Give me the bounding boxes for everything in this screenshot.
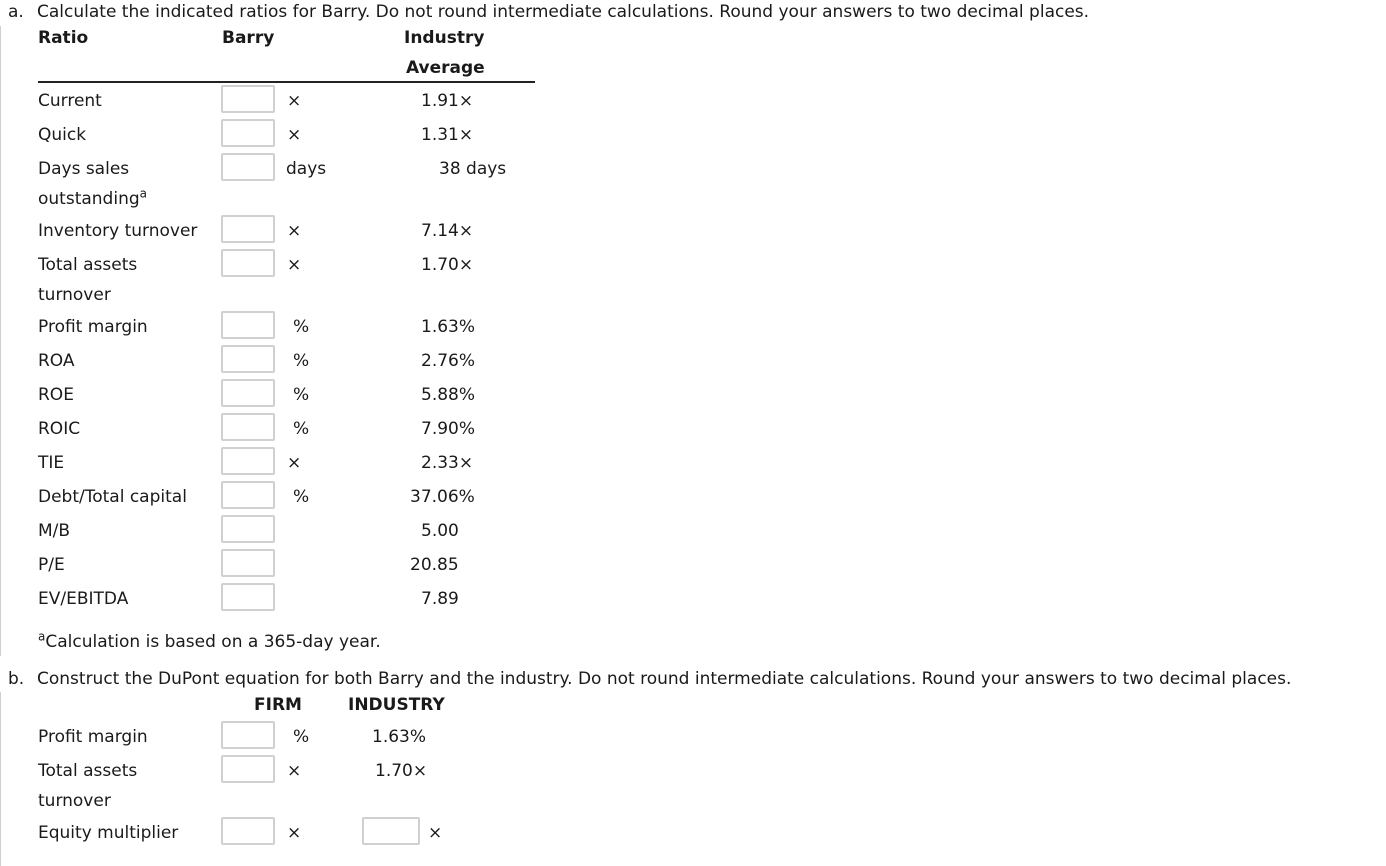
roa-input[interactable] [221, 345, 275, 373]
footnote: $^a$Calculation is based on a 365-day year. [38, 629, 381, 652]
dupont-equity-multiplier-unit: × [287, 823, 302, 843]
row-label-roe: ROE [38, 385, 74, 405]
dupont-label-tat-line2: turnover [38, 791, 111, 811]
row-label-tat-line2: turnover [38, 285, 111, 305]
roa-industry-value: 2.76% [421, 351, 476, 371]
profit-margin-unit: % [293, 317, 310, 337]
dupont-profit-margin-input[interactable] [221, 721, 275, 749]
dupont-profit-margin-unit: % [293, 727, 310, 747]
roe-unit: % [293, 385, 310, 405]
row-label-roa: ROA [38, 351, 75, 371]
dupont-total-assets-turnover-industry-value: 1.70× [375, 761, 428, 781]
dupont-equity-multiplier-firm-input[interactable] [221, 817, 275, 845]
current-unit: × [287, 91, 302, 111]
inventory-turnover-input[interactable] [221, 215, 275, 243]
dupont-label-profit-margin: Profit margin [38, 727, 148, 747]
row-label-pe: P/E [38, 555, 65, 575]
dupont-profit-margin-industry-value: 1.63% [372, 727, 427, 747]
row-label-ev-ebitda: EV/EBITDA [38, 589, 129, 609]
part-a-left-border [0, 26, 1, 656]
dso-input[interactable] [221, 153, 275, 181]
debt-total-capital-unit: % [293, 487, 310, 507]
roic-unit: % [293, 419, 310, 439]
dso-industry-value: 38 days [439, 159, 507, 179]
footnote-mark: a [38, 629, 46, 644]
ev-ebitda-industry-value: 7.89 [421, 589, 459, 609]
row-label-dso-line2: outstanding$^a$ [38, 186, 147, 209]
debt-total-capital-input[interactable] [221, 481, 275, 509]
quick-unit: × [287, 125, 302, 145]
debt-total-capital-industry-value: 37.06% [410, 487, 475, 507]
total-assets-turnover-unit: × [287, 255, 302, 275]
part-b-label: b. [8, 669, 25, 689]
dupont-equity-multiplier-industry-unit: × [428, 823, 443, 843]
row-label-dso-line1: Days sales [38, 159, 130, 179]
header-average: Average [406, 58, 485, 78]
part-b-instruction: Construct the DuPont equation for both Barry and the industry. Do not round intermediate calculations. Round your answers to two decimal places. [37, 669, 1292, 689]
dupont-label-tat-line1: Total assets [38, 761, 138, 781]
row-label-tie: TIE [38, 453, 65, 473]
roa-unit: % [293, 351, 310, 371]
roe-industry-value: 5.88% [421, 385, 476, 405]
roe-input[interactable] [221, 379, 275, 407]
ev-ebitda-input[interactable] [221, 583, 275, 611]
mb-input[interactable] [221, 515, 275, 543]
tie-industry-value: 2.33× [421, 453, 474, 473]
dupont-total-assets-turnover-input[interactable] [221, 755, 275, 783]
row-label-inventory-turnover: Inventory turnover [38, 221, 198, 241]
roic-input[interactable] [221, 413, 275, 441]
header-barry: Barry [222, 28, 275, 48]
dupont-total-assets-turnover-unit: × [287, 761, 302, 781]
dso-footnote-mark: a [139, 186, 147, 201]
dupont-equity-multiplier-industry-input[interactable] [362, 817, 420, 845]
profit-margin-input[interactable] [221, 311, 275, 339]
header-industry: Industry [404, 28, 485, 48]
row-label-quick: Quick [38, 125, 87, 145]
inventory-turnover-unit: × [287, 221, 302, 241]
quick-industry-value: 1.31× [421, 125, 474, 145]
current-industry-value: 1.91× [421, 91, 474, 111]
header-firm: FIRM [254, 695, 302, 715]
header-industry-b: INDUSTRY [348, 695, 445, 715]
current-ratio-input[interactable] [221, 85, 275, 113]
tie-input[interactable] [221, 447, 275, 475]
roic-industry-value: 7.90% [421, 419, 476, 439]
part-a-label: a. [8, 2, 24, 22]
row-label-roic: ROIC [38, 419, 81, 439]
row-label-tat-line1: Total assets [38, 255, 138, 275]
tie-unit: × [287, 453, 302, 473]
pe-input[interactable] [221, 549, 275, 577]
quick-ratio-input[interactable] [221, 119, 275, 147]
total-assets-turnover-input[interactable] [221, 249, 275, 277]
dso-unit: days [286, 159, 327, 179]
dupont-label-equity-multiplier: Equity multiplier [38, 823, 179, 843]
header-divider [38, 81, 535, 83]
header-ratio: Ratio [38, 28, 89, 48]
total-assets-turnover-industry-value: 1.70× [421, 255, 474, 275]
profit-margin-industry-value: 1.63% [421, 317, 476, 337]
row-label-mb: M/B [38, 521, 71, 541]
part-b-left-border [0, 692, 1, 866]
row-label-current: Current [38, 91, 102, 111]
row-label-profit-margin: Profit margin [38, 317, 148, 337]
mb-industry-value: 5.00 [421, 521, 459, 541]
inventory-turnover-industry-value: 7.14× [421, 221, 474, 241]
part-a-instruction: Calculate the indicated ratios for Barry. Do not round intermediate calculations. Round your answers to two decimal places. [37, 2, 1090, 22]
pe-industry-value: 20.85 [410, 555, 459, 575]
row-label-debt-total-capital: Debt/Total capital [38, 487, 187, 507]
